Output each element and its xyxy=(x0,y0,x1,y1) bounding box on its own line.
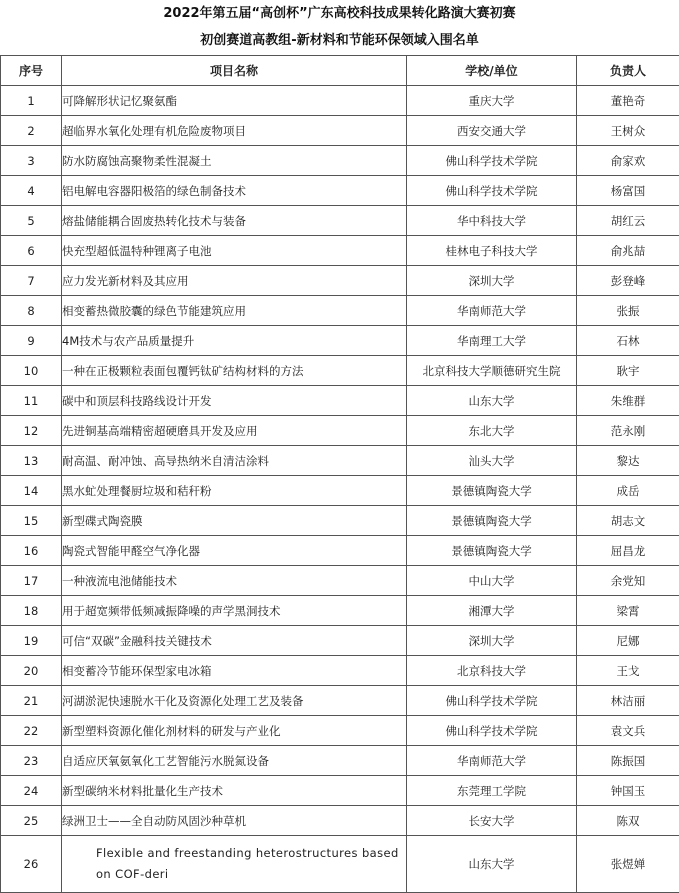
project-name: 应力发光新材料及其应用 xyxy=(62,266,407,296)
project-name: 熔盐储能耦合固废热转化技术与装备 xyxy=(62,206,407,236)
project-name: 防水防腐蚀高聚物柔性混凝土 xyxy=(62,146,407,176)
school-unit: 北京科技大学 xyxy=(407,656,577,686)
leader-name: 林洁丽 xyxy=(577,686,679,716)
row-number: 14 xyxy=(1,476,62,506)
project-name: 新型碳纳米材料批量化生产技术 xyxy=(62,776,407,806)
project-name: 4M技术与农产品质量提升 xyxy=(62,326,407,356)
leader-name: 杨富国 xyxy=(577,176,679,206)
school-unit: 佛山科学技术学院 xyxy=(407,146,577,176)
row-number: 3 xyxy=(1,146,62,176)
header-no: 序号 xyxy=(1,56,62,86)
project-name: 铝电解电容器阳极箔的绿色制备技术 xyxy=(62,176,407,206)
school-unit: 华南师范大学 xyxy=(407,746,577,776)
leader-name: 钟国玉 xyxy=(577,776,679,806)
leader-name: 陈振国 xyxy=(577,746,679,776)
project-name: 可信“双碳”金融科技关键技术 xyxy=(62,626,407,656)
row-number: 8 xyxy=(1,296,62,326)
school-unit: 山东大学 xyxy=(407,836,577,893)
header-school-unit: 学校/单位 xyxy=(407,56,577,86)
school-unit: 华南理工大学 xyxy=(407,326,577,356)
table-row xyxy=(1,296,679,326)
school-unit: 华南师范大学 xyxy=(407,296,577,326)
project-name: 新型塑料资源化催化剂材料的研发与产业化 xyxy=(62,716,407,746)
school-unit: 景德镇陶瓷大学 xyxy=(407,536,577,566)
row-number: 4 xyxy=(1,176,62,206)
header-leader: 负责人 xyxy=(577,56,679,86)
project-name: 自适应厌氧氨氧化工艺智能污水脱氮设备 xyxy=(62,746,407,776)
leader-name: 余党知 xyxy=(577,566,679,596)
row-number: 22 xyxy=(1,716,62,746)
row-number: 17 xyxy=(1,566,62,596)
row-number: 18 xyxy=(1,596,62,626)
row-number: 13 xyxy=(1,446,62,476)
table-row xyxy=(1,596,679,626)
row-number: 23 xyxy=(1,746,62,776)
header-project-name: 项目名称 xyxy=(62,56,407,86)
row-number: 12 xyxy=(1,416,62,446)
leader-name: 耿宇 xyxy=(577,356,679,386)
school-unit: 北京科技大学顺德研究生院 xyxy=(407,356,577,386)
row-number: 19 xyxy=(1,626,62,656)
school-unit: 景德镇陶瓷大学 xyxy=(407,506,577,536)
table-row xyxy=(1,326,679,356)
leader-name: 尼娜 xyxy=(577,626,679,656)
school-unit: 汕头大学 xyxy=(407,446,577,476)
table-row xyxy=(1,476,679,506)
leader-name: 黎达 xyxy=(577,446,679,476)
project-name: 耐高温、耐冲蚀、高导热纳米自清洁涂料 xyxy=(62,446,407,476)
table-row xyxy=(1,146,679,176)
row-number: 6 xyxy=(1,236,62,266)
table-row xyxy=(1,626,679,656)
school-unit: 深圳大学 xyxy=(407,266,577,296)
table-row xyxy=(1,446,679,476)
table-row xyxy=(1,116,679,146)
table-row xyxy=(1,176,679,206)
school-unit: 长安大学 xyxy=(407,806,577,836)
page-subtitle: 初创赛道高教组-新材料和节能环保领域入围名单 xyxy=(0,33,679,49)
table-row xyxy=(1,776,679,806)
project-name: 绿洲卫士——全自动防风固沙种草机 xyxy=(62,806,407,836)
table-row xyxy=(1,86,679,116)
table-header-row xyxy=(1,56,679,86)
leader-name: 成岳 xyxy=(577,476,679,506)
school-unit: 桂林电子科技大学 xyxy=(407,236,577,266)
row-number: 25 xyxy=(1,806,62,836)
project-name: Flexible and freestanding heterostructures based on COF-deri xyxy=(62,836,407,893)
leader-name: 袁文兵 xyxy=(577,716,679,746)
leader-name: 张振 xyxy=(577,296,679,326)
school-unit: 深圳大学 xyxy=(407,626,577,656)
project-name: 快充型超低温特种锂离子电池 xyxy=(62,236,407,266)
table-row xyxy=(1,536,679,566)
row-number: 20 xyxy=(1,656,62,686)
project-name: 陶瓷式智能甲醛空气净化器 xyxy=(62,536,407,566)
project-name: 相变蓄热微胶囊的绿色节能建筑应用 xyxy=(62,296,407,326)
project-name: 黑水虻处理餐厨垃圾和秸秆粉 xyxy=(62,476,407,506)
leader-name: 王树众 xyxy=(577,116,679,146)
table-row xyxy=(1,416,679,446)
table-row xyxy=(1,566,679,596)
school-unit: 东北大学 xyxy=(407,416,577,446)
leader-name: 范永刚 xyxy=(577,416,679,446)
school-unit: 山东大学 xyxy=(407,386,577,416)
project-name: 新型碟式陶瓷膜 xyxy=(62,506,407,536)
school-unit: 佛山科学技术学院 xyxy=(407,176,577,206)
table-row xyxy=(1,386,679,416)
table-row xyxy=(1,806,679,836)
project-name: 相变蓄冷节能环保型家电冰箱 xyxy=(62,656,407,686)
school-unit: 佛山科学技术学院 xyxy=(407,716,577,746)
row-number: 1 xyxy=(1,86,62,116)
school-unit: 佛山科学技术学院 xyxy=(407,686,577,716)
row-number: 24 xyxy=(1,776,62,806)
row-number: 26 xyxy=(1,836,62,893)
table-row xyxy=(1,716,679,746)
school-unit: 重庆大学 xyxy=(407,86,577,116)
row-number: 7 xyxy=(1,266,62,296)
school-unit: 华中科技大学 xyxy=(407,206,577,236)
leader-name: 朱维群 xyxy=(577,386,679,416)
table-row xyxy=(1,836,679,893)
leader-name: 彭登峰 xyxy=(577,266,679,296)
leader-name: 屈昌龙 xyxy=(577,536,679,566)
leader-name: 石林 xyxy=(577,326,679,356)
project-name: 用于超宽频带低频减振降噪的声学黑洞技术 xyxy=(62,596,407,626)
school-unit: 中山大学 xyxy=(407,566,577,596)
row-number: 21 xyxy=(1,686,62,716)
school-unit: 景德镇陶瓷大学 xyxy=(407,476,577,506)
leader-name: 陈双 xyxy=(577,806,679,836)
shortlist-table xyxy=(0,55,679,893)
leader-name: 张煜婵 xyxy=(577,836,679,893)
page-title: 2022年第五届“高创杯”广东高校科技成果转化路演大赛初赛 xyxy=(0,6,679,22)
row-number: 10 xyxy=(1,356,62,386)
table-row xyxy=(1,266,679,296)
row-number: 9 xyxy=(1,326,62,356)
project-name: 一种液流电池储能技术 xyxy=(62,566,407,596)
project-name: 河湖淤泥快速脱水干化及资源化处理工艺及装备 xyxy=(62,686,407,716)
project-name: 超临界水氧化处理有机危险废物项目 xyxy=(62,116,407,146)
leader-name: 梁霄 xyxy=(577,596,679,626)
row-number: 16 xyxy=(1,536,62,566)
table-row xyxy=(1,206,679,236)
leader-name: 胡志文 xyxy=(577,506,679,536)
table-row xyxy=(1,236,679,266)
school-unit: 西安交通大学 xyxy=(407,116,577,146)
leader-name: 俞家欢 xyxy=(577,146,679,176)
leader-name: 胡红云 xyxy=(577,206,679,236)
leader-name: 俞兆喆 xyxy=(577,236,679,266)
row-number: 15 xyxy=(1,506,62,536)
leader-name: 董艳奇 xyxy=(577,86,679,116)
row-number: 11 xyxy=(1,386,62,416)
project-name: 可降解形状记忆聚氨酯 xyxy=(62,86,407,116)
school-unit: 东莞理工学院 xyxy=(407,776,577,806)
table-row xyxy=(1,746,679,776)
table-row xyxy=(1,356,679,386)
project-name: 碳中和顶层科技路线设计开发 xyxy=(62,386,407,416)
row-number: 2 xyxy=(1,116,62,146)
leader-name: 王戈 xyxy=(577,656,679,686)
table-row xyxy=(1,506,679,536)
project-name: 一种在正极颗粒表面包覆钙钛矿结构材料的方法 xyxy=(62,356,407,386)
project-name: 先进铜基高端精密超硬磨具开发及应用 xyxy=(62,416,407,446)
row-number: 5 xyxy=(1,206,62,236)
school-unit: 湘潭大学 xyxy=(407,596,577,626)
table-row xyxy=(1,656,679,686)
table-row xyxy=(1,686,679,716)
